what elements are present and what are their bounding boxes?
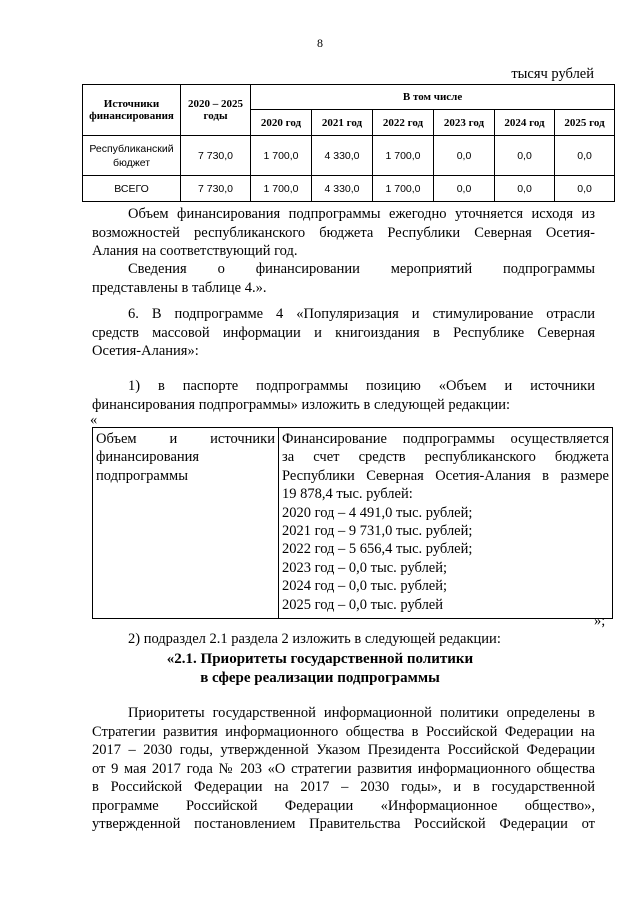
passport-value: Финансирование подпрограммы осуществляется за счет средств республиканского бюджета Республики Северная Осетия-Алания в размере 19 878,4 тыс. рублей: 2020 год – 4 491,0 тыс. рублей; 2021 год – 9 731,0 тыс. рублей; 2022 год – 5 656,4 тыс. рублей; 2023 год – 0,0 тыс. рублей; 2024 год – 0,0 тыс. рублей; 2025 год – 0,0 тыс. рублей xyxy=(279,428,613,619)
paragraph-funding-note: Объем финансирования подпрограммы ежегодно уточняется исходя из возможностей республиканского бюджета Республики Северная Осетия- Алания на соответствующий год. xyxy=(92,206,595,259)
section-heading: «2.1. Приоритеты государственной политики в сфере реализации подпрограммы xyxy=(166,651,474,686)
header-year: 2024 год xyxy=(495,110,555,136)
row-value: 1 700,0 xyxy=(251,176,312,202)
header-year: 2023 год xyxy=(434,110,495,136)
row-value: 0,0 xyxy=(555,176,615,202)
header-year: 2020 год xyxy=(251,110,312,136)
row-value: 4 330,0 xyxy=(312,136,373,176)
header-source: Источники финансирования xyxy=(83,85,181,136)
row-value: 0,0 xyxy=(434,176,495,202)
open-quote: « xyxy=(90,412,98,428)
table-row xyxy=(83,136,615,176)
row-value: 0,0 xyxy=(495,136,555,176)
header-year: 2022 год xyxy=(373,110,434,136)
row-value: 1 700,0 xyxy=(373,136,434,176)
passport-table xyxy=(92,427,613,619)
passport-label: Объем и источники финансирования подпрограммы xyxy=(93,428,279,619)
row-value: 0,0 xyxy=(434,136,495,176)
close-quote: »; xyxy=(594,613,606,629)
financing-table xyxy=(82,84,615,202)
row-value: 4 330,0 xyxy=(312,176,373,202)
row-value: 1 700,0 xyxy=(373,176,434,202)
paragraph-item-1: 1) в паспорте подпрограммы позицию «Объем и источники финансирования подпрограммы» изложить в следующей редакции: xyxy=(92,378,595,413)
page-number: 8 xyxy=(317,36,323,50)
header-year: 2025 год xyxy=(555,110,615,136)
header-total: 2020 – 2025 годы xyxy=(181,85,251,136)
table-row xyxy=(83,176,615,202)
header-year: 2021 год xyxy=(312,110,373,136)
paragraph-item-2: 2) подраздел 2.1 раздела 2 изложить в следующей редакции: xyxy=(128,631,501,647)
row-total: 7 730,0 xyxy=(181,176,251,202)
body-paragraph: Приоритеты государственной информационной политики определены в Стратегии развития информационного общества в Российской Федерации на 2017 – 2030 годы, утвержденной Указом Президента Российской Федерации от 9 мая 2017 года № 203 «О стратегии развития информационного общества в Российской Федерации на 2017 – 2030 годы», и в государственной программе Российской Федерации «Информационное общество», утвержденной постановлением Правительства Российской Федерации от xyxy=(92,705,595,832)
row-total: 7 730,0 xyxy=(181,136,251,176)
row-value: 1 700,0 xyxy=(251,136,312,176)
units-label: тысяч рублей xyxy=(511,66,594,82)
row-source: Республиканский бюджет xyxy=(83,136,181,176)
paragraph-item-6: 6. В подпрограмме 4 «Популяризация и стимулирование отрасли средств массовой информации и книгоиздания в Республике Северная Осетия-Алания»: xyxy=(92,306,595,359)
header-including: В том числе xyxy=(251,85,615,110)
row-source: ВСЕГО xyxy=(83,176,181,202)
row-value: 0,0 xyxy=(495,176,555,202)
row-value: 0,0 xyxy=(555,136,615,176)
paragraph-table-reference: Сведения о финансировании мероприятий подпрограммы представлены в таблице 4.». xyxy=(92,261,595,296)
